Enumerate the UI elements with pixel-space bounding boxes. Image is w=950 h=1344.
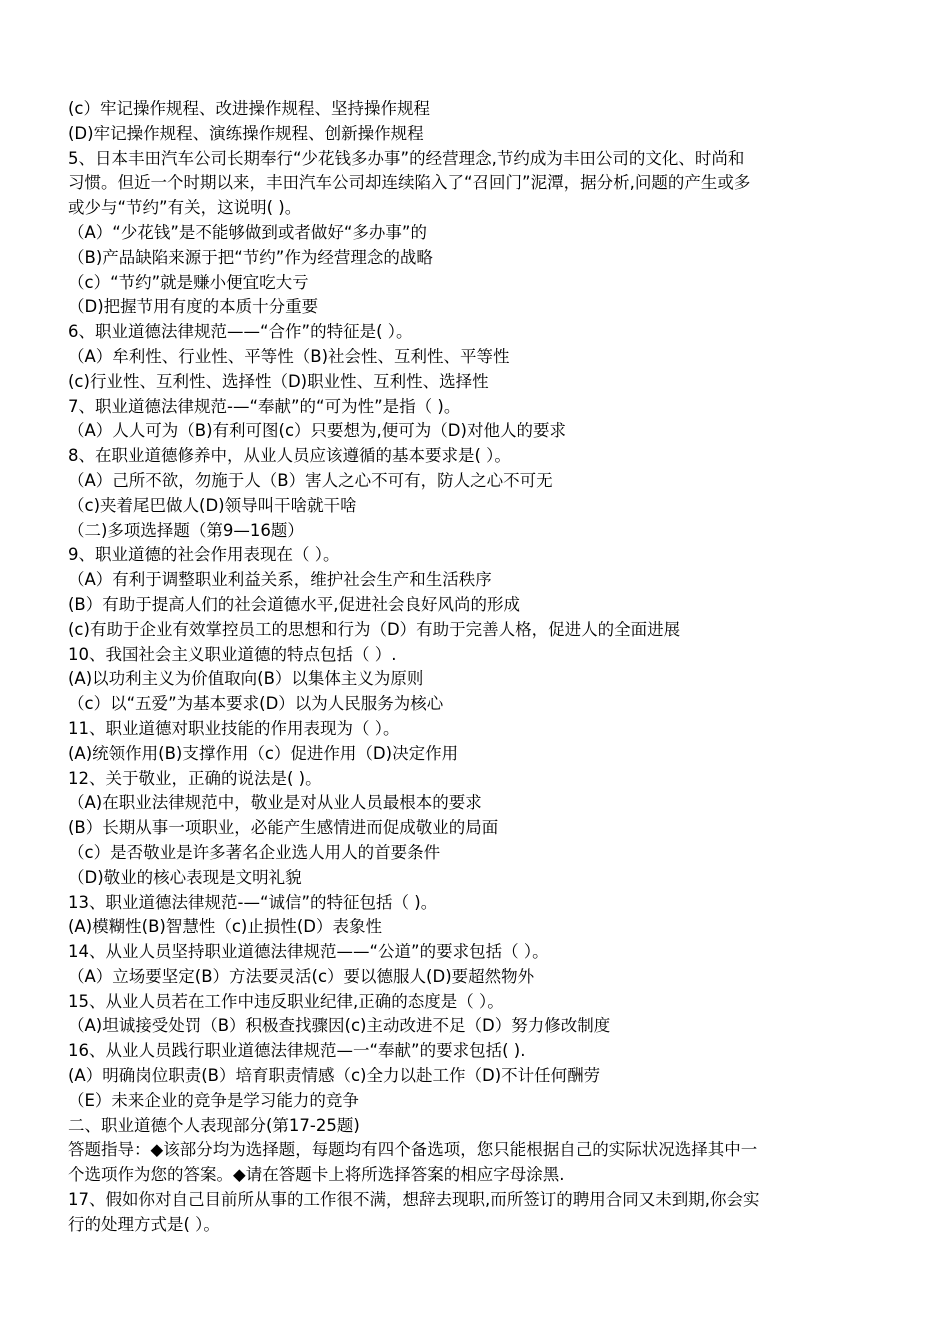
text-line: 11、职业道德对职业技能的作用表现为（ ）。 bbox=[68, 718, 400, 738]
text-line: 10、我国社会主义职业道德的特点包括（ ）. bbox=[68, 644, 397, 664]
text-line: （A）有利于调整职业利益关系，维护社会生产和生活秩序 bbox=[68, 570, 492, 590]
text-line: (A)模糊性(B)智慧性（c)止损性(D）表象性 bbox=[68, 917, 383, 937]
text-line: (A）明确岗位职责(B）培育职责情感（c)全力以赴工作（D)不计任何酬劳 bbox=[68, 1066, 601, 1086]
text-line: 14、从业人员坚持职业道德法律规范——“公道”的要求包括（ ）。 bbox=[68, 942, 549, 962]
text-line: 行的处理方式是( ）。 bbox=[68, 1214, 220, 1234]
text-line: （A)坦诚接受处罚（B）积极查找骤因(c)主动改进不足（D）努力修改制度 bbox=[68, 1016, 611, 1036]
text-line: 16、从业人员践行职业道德法律规范—一“奉献”的要求包括( ). bbox=[68, 1041, 526, 1061]
text-line: （c）以“五爱”为基本要求(D）以为人民服务为核心 bbox=[68, 694, 444, 714]
text-line: 13、职业道德法律规范-—“诚信”的特征包括（ )。 bbox=[68, 892, 438, 912]
text-line: （E）未来企业的竞争是学习能力的竞争 bbox=[68, 1090, 359, 1110]
document-body bbox=[68, 97, 888, 1238]
text-line: (c)行业性、互利性、选择性（D)职业性、互利性、选择性 bbox=[68, 371, 489, 391]
text-line: （A）人人可为（B)有利可图(c）只要想为,便可为（D)对他人的要求 bbox=[68, 421, 566, 441]
text-line: （c）“节约”就是赚小便宜吃大亏 bbox=[68, 272, 309, 292]
text-line: 习惯。但近一个时期以来，丰田汽车公司却连续陷入了“召回门”泥潭，据分析,问题的产生或多 bbox=[68, 173, 751, 193]
text-line: (B）有助于提高人们的社会道德水平,促进社会良好风尚的形成 bbox=[68, 594, 521, 614]
text-line: (D)牢记操作规程、演练操作规程、创新操作规程 bbox=[68, 123, 424, 143]
text-line: (c）牢记操作规程、改进操作规程、坚持操作规程 bbox=[68, 99, 431, 118]
text-line: (A)以功利主义为价值取向(B）以集体主义为原则 bbox=[68, 669, 424, 689]
text-line: （c）是否敬业是许多著名企业选人用人的首要条件 bbox=[68, 842, 441, 862]
text-line: (B）长期从事一项职业，必能产生感情进而促成敬业的局面 bbox=[68, 818, 499, 838]
text-line: （A）己所不欲，勿施于人（B）害人之心不可有，防人之心不可无 bbox=[68, 470, 553, 490]
text-line: 12、关于敬业，正确的说法是( )。 bbox=[68, 768, 322, 788]
text-line: （c)夹着尾巴做人(D)领导叫干啥就干啥 bbox=[68, 495, 357, 515]
text-line: （二)多项选择题（第9—16题） bbox=[68, 520, 304, 540]
text-line: （A)在职业法律规范中，敬业是对从业人员最根本的要求 bbox=[68, 793, 482, 813]
text-line: 二、职业道德个人表现部分(第17-25题) bbox=[68, 1115, 360, 1135]
text-line: (c)有助于企业有效掌控员工的思想和行为（D）有助于完善人格，促进人的全面进展 bbox=[68, 619, 681, 639]
text-line: 8、在职业道德修养中，从业人员应该遵循的基本要求是( ）。 bbox=[68, 446, 511, 466]
text-line: 6、职业道德法律规范——“合作”的特征是( ）。 bbox=[68, 322, 413, 342]
text-line: (A)统领作用(B)支撑作用（c）促进作用（D)决定作用 bbox=[68, 743, 459, 763]
text-line: 或少与“节约”有关，这说明( )。 bbox=[68, 198, 302, 218]
text-line: 答题指导：◆该部分均为选择题，每题均有四个备选项，您只能根据自己的实际状况选择其中一 bbox=[68, 1140, 758, 1160]
text-line: 9、职业道德的社会作用表现在（ ）。 bbox=[68, 545, 340, 565]
text-line: 17、假如你对自己目前所从事的工作很不满，想辞去现职,而所签订的聘用合同又未到期,你会实 bbox=[68, 1190, 760, 1210]
text-line: （A）“少花钱”是不能够做到或者做好“多办事”的 bbox=[68, 222, 427, 242]
text-line: 5、日本丰田汽车公司长期奉行“少花钱多办事”的经营理念,节约成为丰田公司的文化、时尚和 bbox=[68, 148, 745, 168]
text-line: （A）牟利性、行业性、平等性（B)社会性、互利性、平等性 bbox=[68, 346, 510, 366]
text-line: 个选项作为您的答案。◆请在答题卡上将所选择答案的相应字母涂黑. bbox=[68, 1165, 565, 1185]
text-line: （B)产品缺陷来源于把“节约”作为经营理念的战略 bbox=[68, 247, 433, 267]
text-line: （D)把握节用有度的本质十分重要 bbox=[68, 297, 319, 317]
text-line: （A）立场要坚定(B）方法要灵活(c）要以德服人(D)要超然物外 bbox=[68, 966, 535, 986]
text-line: （D)敬业的核心表现是文明礼貌 bbox=[68, 867, 302, 887]
text-line: 7、职业道德法律规范-—“奉献”的“可为性”是指（ )。 bbox=[68, 396, 461, 416]
text-line: 15、从业人员若在工作中违反职业纪律,正确的态度是（ ）。 bbox=[68, 991, 504, 1011]
